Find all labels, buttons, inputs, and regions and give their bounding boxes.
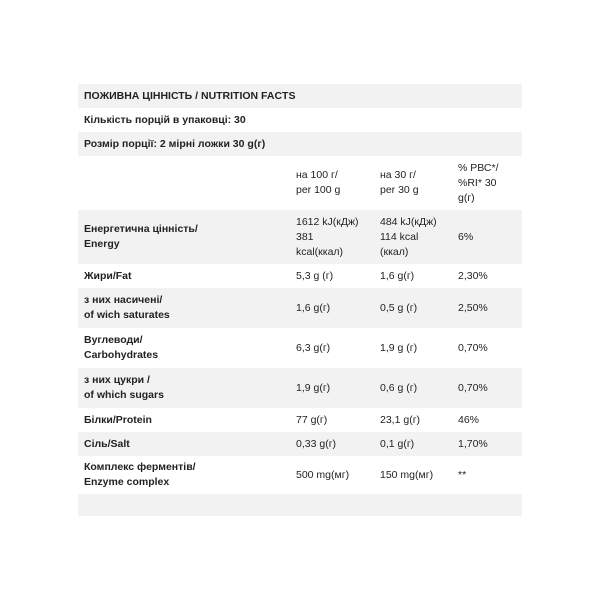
nutrient-name: з них насичені/ of wich saturates <box>84 294 170 321</box>
value-per-30g: 1,9 g (г) <box>380 341 418 354</box>
table-title: ПОЖИВНА ЦІННІСТЬ / NUTRITION FACTS <box>84 89 296 102</box>
table-row-protein <box>78 408 522 432</box>
header-per-100g: на 100 г/ per 100 g <box>296 169 341 196</box>
value-per-30g: 0,1 g(г) <box>380 437 415 450</box>
table-row-carbohydrates <box>78 328 522 368</box>
column-header-row <box>78 156 522 210</box>
value-ri: 6% <box>458 230 474 243</box>
value-per-100g: 1612 kJ(кДж) 381 kcal(ккал) <box>296 215 359 258</box>
table-row-fat <box>78 264 522 288</box>
value-per-30g: 1,6 g(г) <box>380 269 415 282</box>
nutrient-name: Вуглеводи/ Carbohydrates <box>84 334 159 361</box>
nutrient-name: Білки/Protein <box>84 413 152 426</box>
nutrient-name: Сіль/Salt <box>84 437 130 450</box>
table-row-energy <box>78 210 522 264</box>
value-per-100g: 5,3 g (г) <box>296 269 334 282</box>
nutrition-facts-table <box>78 84 522 516</box>
nutrient-name: з них цукри / of which sugars <box>84 374 164 401</box>
table-row-saturates <box>78 288 522 328</box>
header-per-30g: на 30 г/ per 30 g <box>380 169 419 196</box>
table-row-salt <box>78 432 522 456</box>
value-ri: 0,70% <box>458 381 488 394</box>
table-row-enzyme-complex <box>78 456 522 494</box>
value-per-30g: 150 mg(мг) <box>380 468 434 481</box>
value-per-100g: 500 mg(мг) <box>296 468 350 481</box>
value-per-100g: 77 g(г) <box>296 413 328 426</box>
nutrient-name: Жири/Fat <box>84 269 132 282</box>
nutrient-name: Комплекс ферментів/ Enzyme complex <box>84 461 196 488</box>
value-ri: 0,70% <box>458 341 488 354</box>
value-ri: ** <box>458 468 467 481</box>
value-per-30g: 0,6 g (г) <box>380 381 418 394</box>
table-footer-row <box>78 494 522 516</box>
value-per-100g: 6,3 g(г) <box>296 341 331 354</box>
table-row-sugars <box>78 368 522 408</box>
servings-per-pack: Кількість порцій в упаковці: 30 <box>84 113 246 126</box>
value-per-30g: 0,5 g (г) <box>380 301 418 314</box>
value-per-100g: 1,6 g(г) <box>296 301 331 314</box>
table-title-row <box>78 84 522 108</box>
nutrient-name: Енергетична цінність/ Energy <box>84 223 198 250</box>
value-ri: 46% <box>458 413 480 426</box>
value-ri: 2,50% <box>458 301 488 314</box>
serving-size-row <box>78 132 522 156</box>
value-per-100g: 1,9 g(г) <box>296 381 331 394</box>
header-ri: % РВС*/ %RI* 30 g(г) <box>458 161 499 204</box>
value-per-30g: 23,1 g(г) <box>380 413 421 426</box>
serving-size: Розмір порції: 2 мірні ложки 30 g(г) <box>84 137 266 150</box>
servings-per-pack-row <box>78 108 522 132</box>
value-ri: 1,70% <box>458 437 488 450</box>
value-ri: 2,30% <box>458 269 488 282</box>
value-per-30g: 484 kJ(кДж) 114 kcal (ккал) <box>380 215 437 258</box>
value-per-100g: 0,33 g(г) <box>296 437 337 450</box>
